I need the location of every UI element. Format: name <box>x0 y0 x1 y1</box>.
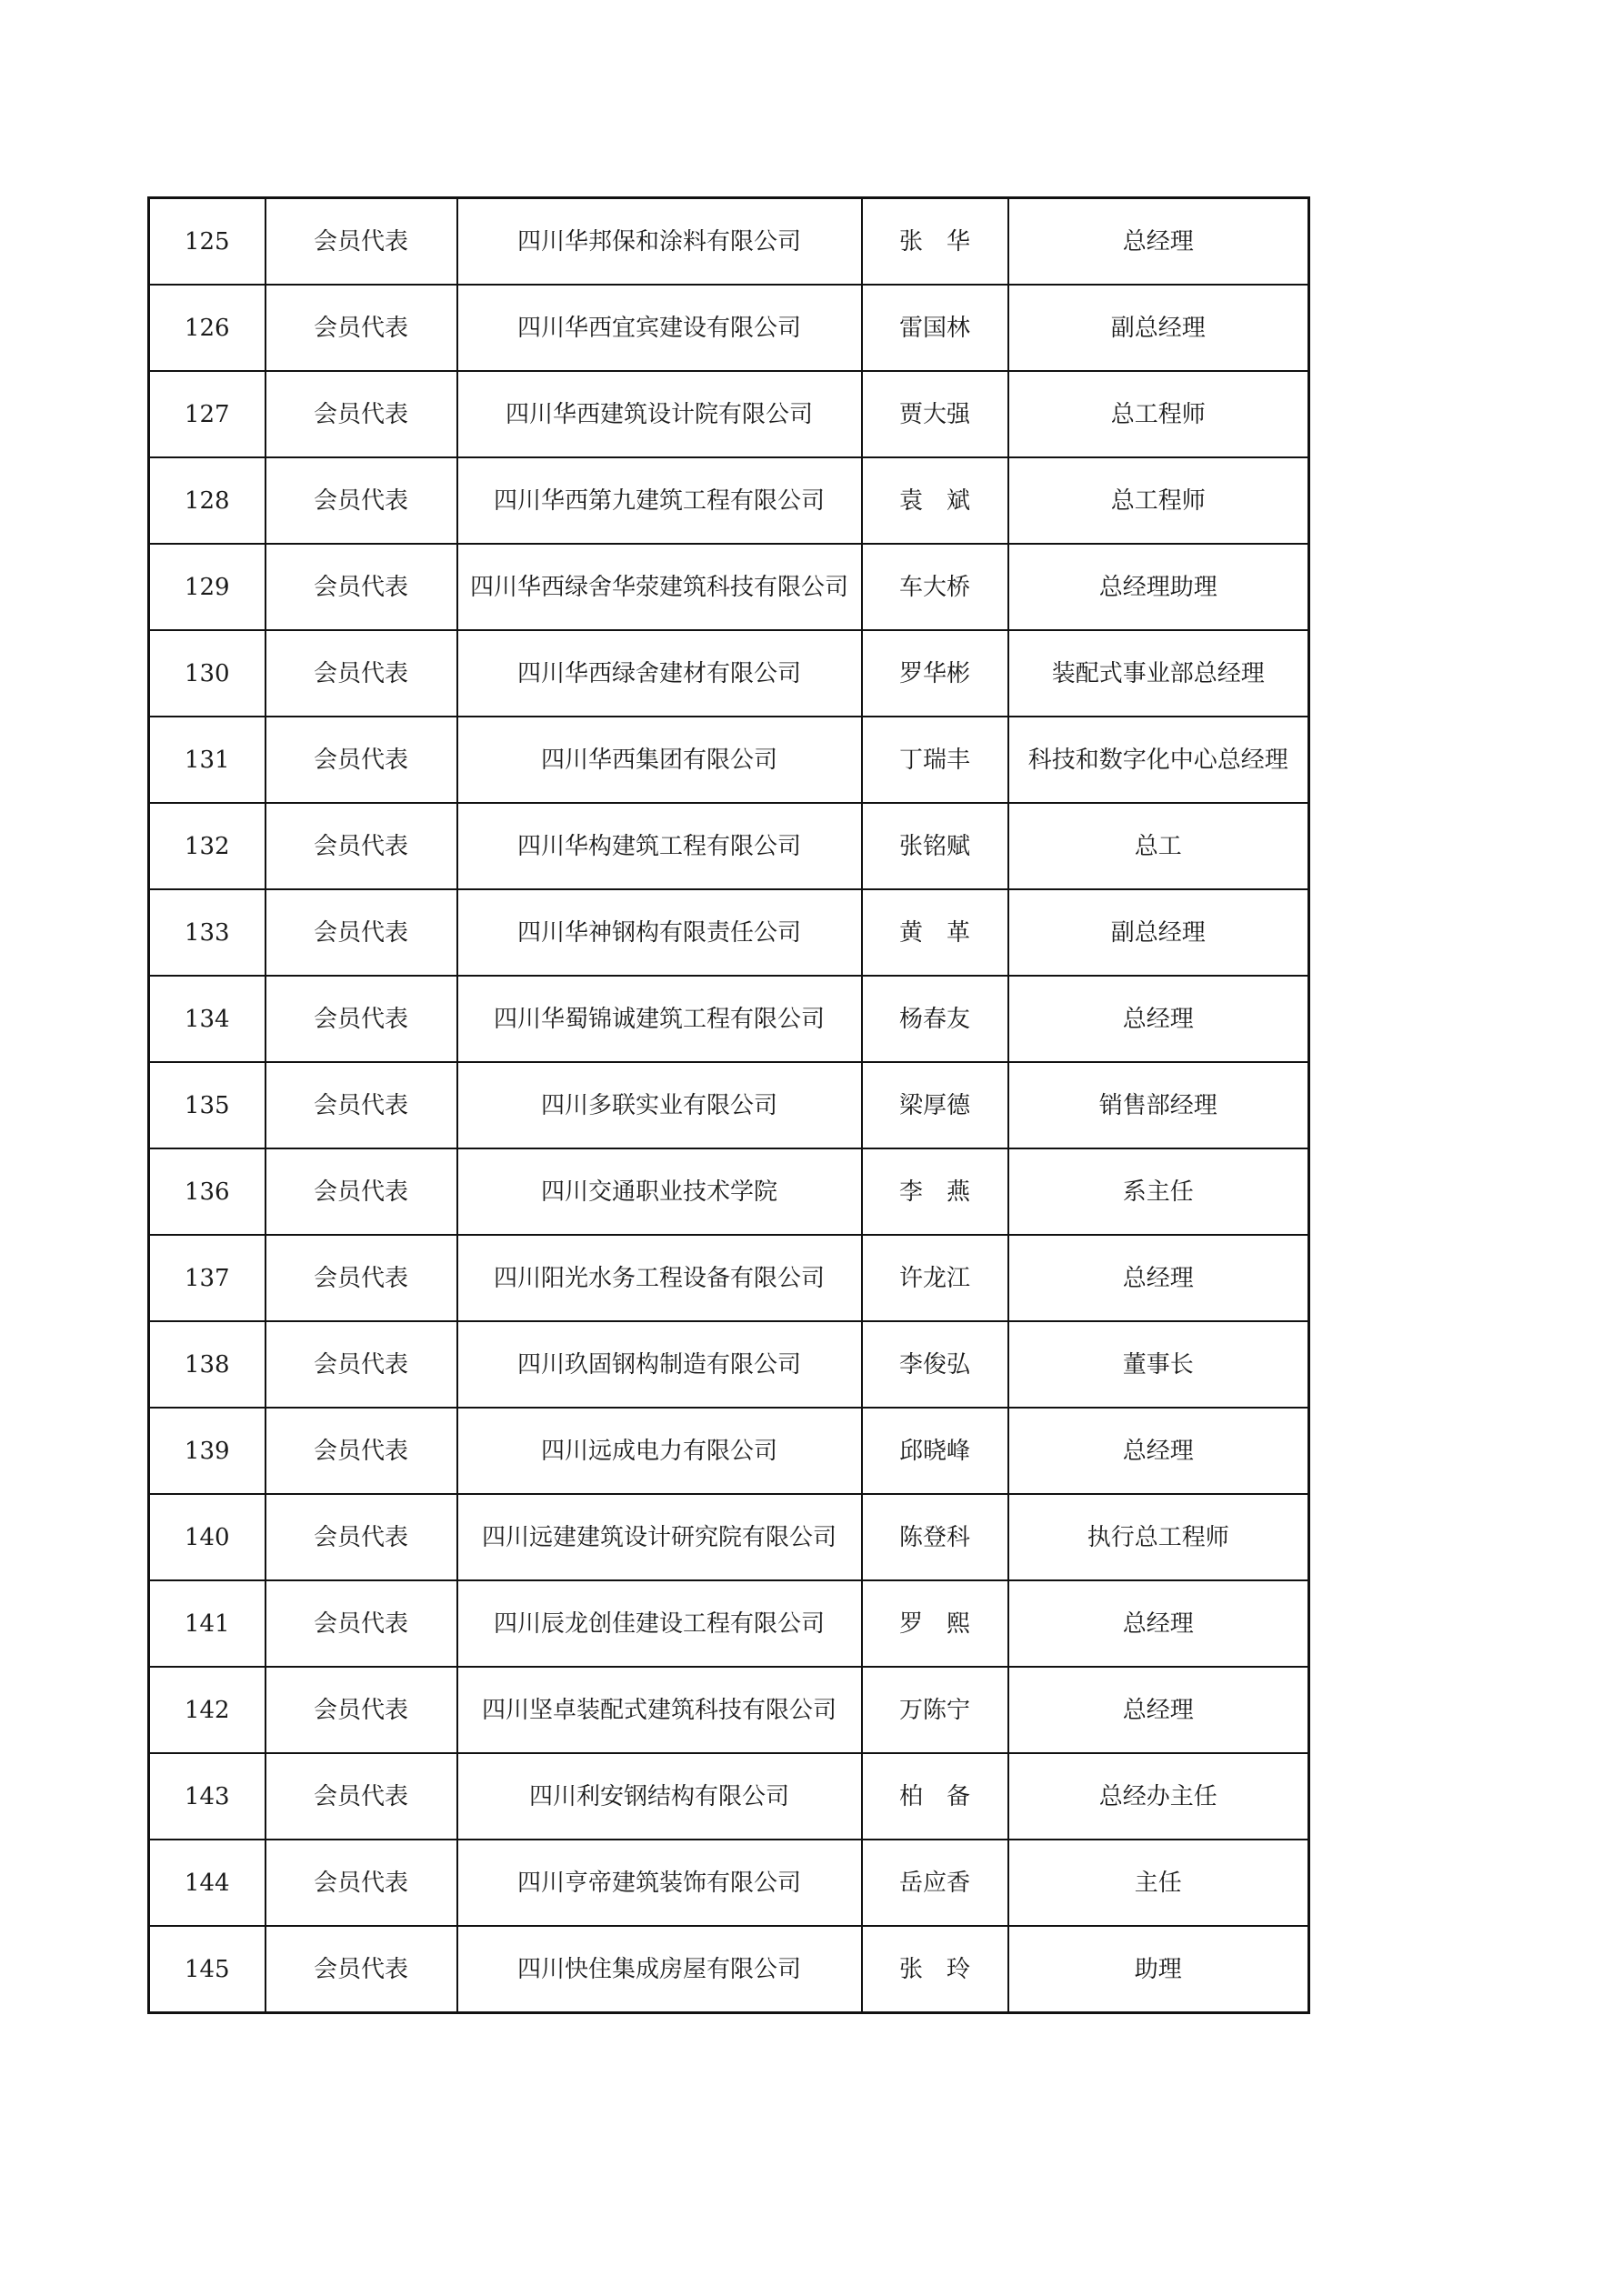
organization-name: 四川华西建筑设计院有限公司 <box>457 371 862 457</box>
job-title: 总工程师 <box>1008 457 1309 544</box>
job-title: 装配式事业部总经理 <box>1008 630 1309 717</box>
row-number: 131 <box>149 717 265 803</box>
organization-name: 四川利安钢结构有限公司 <box>457 1753 862 1840</box>
job-title: 总经理助理 <box>1008 544 1309 630</box>
member-role: 会员代表 <box>265 1062 457 1148</box>
row-number: 138 <box>149 1321 265 1408</box>
job-title: 总经理 <box>1008 1667 1309 1753</box>
member-role: 会员代表 <box>265 1408 457 1494</box>
table-row <box>149 1408 1309 1494</box>
table-row <box>149 544 1309 630</box>
member-role: 会员代表 <box>265 1667 457 1753</box>
table-row <box>149 1062 1309 1148</box>
roster-body <box>149 198 1309 2013</box>
member-role: 会员代表 <box>265 1321 457 1408</box>
person-name: 岳应香 <box>862 1840 1008 1926</box>
table-row <box>149 1580 1309 1667</box>
organization-name: 四川玖固钢构制造有限公司 <box>457 1321 862 1408</box>
member-roster-table <box>147 196 1310 2014</box>
row-number: 129 <box>149 544 265 630</box>
member-role: 会员代表 <box>265 1235 457 1321</box>
job-title: 主任 <box>1008 1840 1309 1926</box>
table-row <box>149 1148 1309 1235</box>
organization-name: 四川华西第九建筑工程有限公司 <box>457 457 862 544</box>
job-title: 科技和数字化中心总经理 <box>1008 717 1309 803</box>
member-role: 会员代表 <box>265 803 457 889</box>
member-role: 会员代表 <box>265 1840 457 1926</box>
job-title: 总经理 <box>1008 1408 1309 1494</box>
organization-name: 四川华邦保和涂料有限公司 <box>457 198 862 286</box>
row-number: 128 <box>149 457 265 544</box>
table-row <box>149 1667 1309 1753</box>
person-name: 张 玲 <box>862 1926 1008 2013</box>
member-role: 会员代表 <box>265 717 457 803</box>
row-number: 126 <box>149 285 265 371</box>
person-name: 丁瑞丰 <box>862 717 1008 803</box>
table-row <box>149 198 1309 286</box>
job-title: 助理 <box>1008 1926 1309 2013</box>
person-name: 李 燕 <box>862 1148 1008 1235</box>
organization-name: 四川阳光水务工程设备有限公司 <box>457 1235 862 1321</box>
organization-name: 四川多联实业有限公司 <box>457 1062 862 1148</box>
person-name: 贾大强 <box>862 371 1008 457</box>
job-title: 总经理 <box>1008 198 1309 286</box>
member-role: 会员代表 <box>265 1926 457 2013</box>
row-number: 127 <box>149 371 265 457</box>
row-number: 139 <box>149 1408 265 1494</box>
person-name: 张铭赋 <box>862 803 1008 889</box>
table-row <box>149 1840 1309 1926</box>
row-number: 142 <box>149 1667 265 1753</box>
row-number: 137 <box>149 1235 265 1321</box>
job-title: 总经理 <box>1008 976 1309 1062</box>
table-row <box>149 285 1309 371</box>
organization-name: 四川华构建筑工程有限公司 <box>457 803 862 889</box>
organization-name: 四川华西绿舍华荥建筑科技有限公司 <box>457 544 862 630</box>
row-number: 132 <box>149 803 265 889</box>
table-row <box>149 889 1309 976</box>
row-number: 133 <box>149 889 265 976</box>
row-number: 136 <box>149 1148 265 1235</box>
member-role: 会员代表 <box>265 1494 457 1580</box>
member-role: 会员代表 <box>265 630 457 717</box>
person-name: 罗华彬 <box>862 630 1008 717</box>
person-name: 许龙江 <box>862 1235 1008 1321</box>
row-number: 141 <box>149 1580 265 1667</box>
job-title: 董事长 <box>1008 1321 1309 1408</box>
table-row <box>149 1321 1309 1408</box>
organization-name: 四川华西绿舍建材有限公司 <box>457 630 862 717</box>
table-row <box>149 803 1309 889</box>
person-name: 雷国林 <box>862 285 1008 371</box>
job-title: 总工程师 <box>1008 371 1309 457</box>
row-number: 135 <box>149 1062 265 1148</box>
table-row <box>149 630 1309 717</box>
organization-name: 四川坚卓装配式建筑科技有限公司 <box>457 1667 862 1753</box>
job-title: 总经办主任 <box>1008 1753 1309 1840</box>
table-row <box>149 371 1309 457</box>
row-number: 145 <box>149 1926 265 2013</box>
person-name: 张 华 <box>862 198 1008 286</box>
member-role: 会员代表 <box>265 457 457 544</box>
person-name: 罗 熙 <box>862 1580 1008 1667</box>
job-title: 总经理 <box>1008 1580 1309 1667</box>
person-name: 梁厚德 <box>862 1062 1008 1148</box>
member-role: 会员代表 <box>265 1580 457 1667</box>
organization-name: 四川辰龙创佳建设工程有限公司 <box>457 1580 862 1667</box>
person-name: 陈登科 <box>862 1494 1008 1580</box>
person-name: 车大桥 <box>862 544 1008 630</box>
person-name: 万陈宁 <box>862 1667 1008 1753</box>
organization-name: 四川华西宜宾建设有限公司 <box>457 285 862 371</box>
person-name: 邱晓峰 <box>862 1408 1008 1494</box>
member-role: 会员代表 <box>265 198 457 286</box>
table-row <box>149 717 1309 803</box>
member-role: 会员代表 <box>265 889 457 976</box>
row-number: 134 <box>149 976 265 1062</box>
job-title: 总工 <box>1008 803 1309 889</box>
person-name: 李俊弘 <box>862 1321 1008 1408</box>
organization-name: 四川华西集团有限公司 <box>457 717 862 803</box>
organization-name: 四川华蜀锦诚建筑工程有限公司 <box>457 976 862 1062</box>
member-role: 会员代表 <box>265 1753 457 1840</box>
member-role: 会员代表 <box>265 544 457 630</box>
job-title: 销售部经理 <box>1008 1062 1309 1148</box>
person-name: 杨春友 <box>862 976 1008 1062</box>
job-title: 系主任 <box>1008 1148 1309 1235</box>
row-number: 130 <box>149 630 265 717</box>
organization-name: 四川远成电力有限公司 <box>457 1408 862 1494</box>
job-title: 执行总工程师 <box>1008 1494 1309 1580</box>
person-name: 柏 备 <box>862 1753 1008 1840</box>
organization-name: 四川亨帝建筑装饰有限公司 <box>457 1840 862 1926</box>
job-title: 副总经理 <box>1008 889 1309 976</box>
table-row <box>149 1753 1309 1840</box>
organization-name: 四川远建建筑设计研究院有限公司 <box>457 1494 862 1580</box>
row-number: 143 <box>149 1753 265 1840</box>
person-name: 黄 革 <box>862 889 1008 976</box>
table-row <box>149 1494 1309 1580</box>
organization-name: 四川华神钢构有限责任公司 <box>457 889 862 976</box>
table-row <box>149 457 1309 544</box>
table-row <box>149 976 1309 1062</box>
row-number: 125 <box>149 198 265 286</box>
organization-name: 四川快住集成房屋有限公司 <box>457 1926 862 2013</box>
member-role: 会员代表 <box>265 1148 457 1235</box>
member-role: 会员代表 <box>265 285 457 371</box>
row-number: 144 <box>149 1840 265 1926</box>
row-number: 140 <box>149 1494 265 1580</box>
job-title: 总经理 <box>1008 1235 1309 1321</box>
organization-name: 四川交通职业技术学院 <box>457 1148 862 1235</box>
job-title: 副总经理 <box>1008 285 1309 371</box>
person-name: 袁 斌 <box>862 457 1008 544</box>
table-row <box>149 1926 1309 2013</box>
table-row <box>149 1235 1309 1321</box>
member-role: 会员代表 <box>265 371 457 457</box>
member-role: 会员代表 <box>265 976 457 1062</box>
